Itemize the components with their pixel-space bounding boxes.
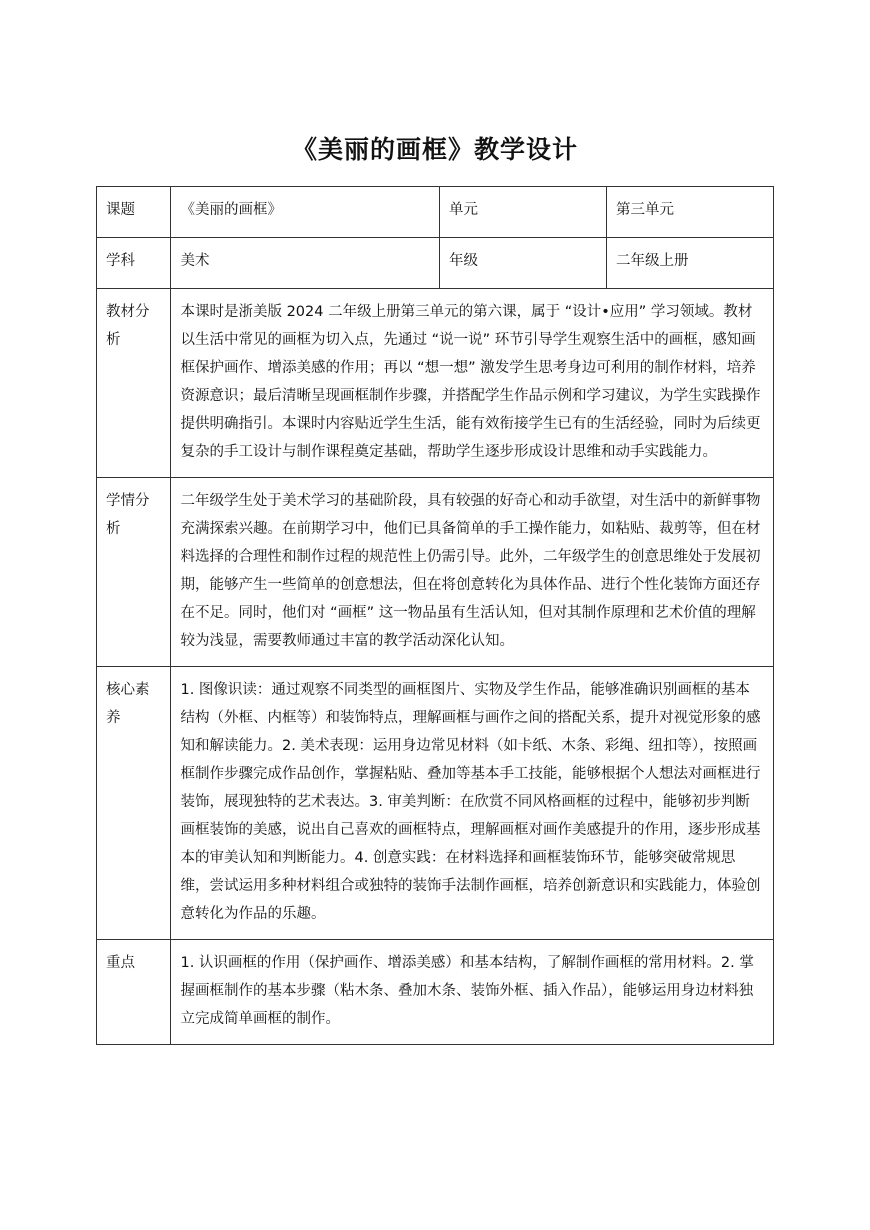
- table-row: [97, 238, 774, 289]
- unit-label: 单元: [440, 187, 607, 238]
- topic-label: 课题: [97, 187, 171, 238]
- table-row: [97, 187, 774, 238]
- document-title: 《美丽的画框》教学设计: [291, 135, 578, 164]
- textbook-analysis-label: 教材分析: [97, 289, 171, 478]
- student-analysis-label: 学情分析: [97, 478, 171, 667]
- grade-label: 年级: [440, 238, 607, 289]
- subject-label: 学科: [97, 238, 171, 289]
- table-row: [97, 940, 774, 1045]
- subject-value: 美术: [171, 238, 440, 289]
- unit-value: 第三单元: [606, 187, 773, 238]
- table-row: [97, 289, 774, 478]
- key-points-label: 重点: [97, 940, 171, 1045]
- table-row: [97, 478, 774, 667]
- table-row: [97, 667, 774, 940]
- topic-value: 《美丽的画框》: [171, 187, 440, 238]
- lesson-plan-table: [96, 186, 774, 1045]
- grade-value: 二年级上册: [606, 238, 773, 289]
- key-points-content: 1. 认识画框的作用（保护画作、增添美感）和基本结构，了解制作画框的常用材料。2. 掌握画框制作的基本步骤（粘木条、叠加木条、装饰外框、插入作品），能够运用身边材料独立完成简单画框的制作。: [171, 940, 774, 1045]
- student-analysis-content: 二年级学生处于美术学习的基础阶段，具有较强的好奇心和动手欲望，对生活中的新鲜事物充满探索兴趣。在前期学习中，他们已具备简单的手工操作能力，如粘贴、裁剪等，但在材料选择的合理性和制作过程的规范性上仍需引导。此外，二年级学生的创意思维处于发展初期，能够产生一些简单的创意想法，但在将创意转化为具体作品、进行个性化装饰方面还存在不足。同时，他们对 “画框” 这一物品虽有生活认知，但对其制作原理和艺术价值的理解较为浅显，需要教师通过丰富的教学活动深化认知。: [171, 478, 774, 667]
- core-literacy-content: 1. 图像识读：通过观察不同类型的画框图片、实物及学生作品，能够准确识别画框的基本结构（外框、内框等）和装饰特点，理解画框与画作之间的搭配关系，提升对视觉形象的感知和解读能力。2. 美术表现：运用身边常见材料（如卡纸、木条、彩绳、纽扣等），按照画框制作步骤完成作品创作，掌握粘贴、叠加等基本手工技能，能够根据个人想法对画框进行装饰，展现独特的艺术表达。3. 审美判断：在欣赏不同风格画框的过程中，能够初步判断画框装饰的美感，说出自己喜欢的画框特点，理解画框对画作美感提升的作用，逐步形成基本的审美认知和判断能力。4. 创意实践：在材料选择和画框装饰环节，能够突破常规思维，尝试运用多种材料组合或独特的装饰手法制作画框，培养创新意识和实践能力，体验创意转化为作品的乐趣。: [171, 667, 774, 940]
- textbook-analysis-content: 本课时是浙美版 2024 二年级上册第三单元的第六课，属于 “设计•应用” 学习领域。教材以生活中常见的画框为切入点，先通过 “说一说” 环节引导学生观察生活中的画框，感知画框保护画作、增添美感的作用；再以 “想一想” 激发学生思考身边可利用的制作材料，培养资源意识；最后清晰呈现画框制作步骤，并搭配学生作品示例和学习建议，为学生实践操作提供明确指引。本课时内容贴近学生生活，能有效衔接学生已有的生活经验，同时为后续更复杂的手工设计与制作课程奠定基础，帮助学生逐步形成设计思维和动手实践能力。: [171, 289, 774, 478]
- core-literacy-label: 核心素养: [97, 667, 171, 940]
